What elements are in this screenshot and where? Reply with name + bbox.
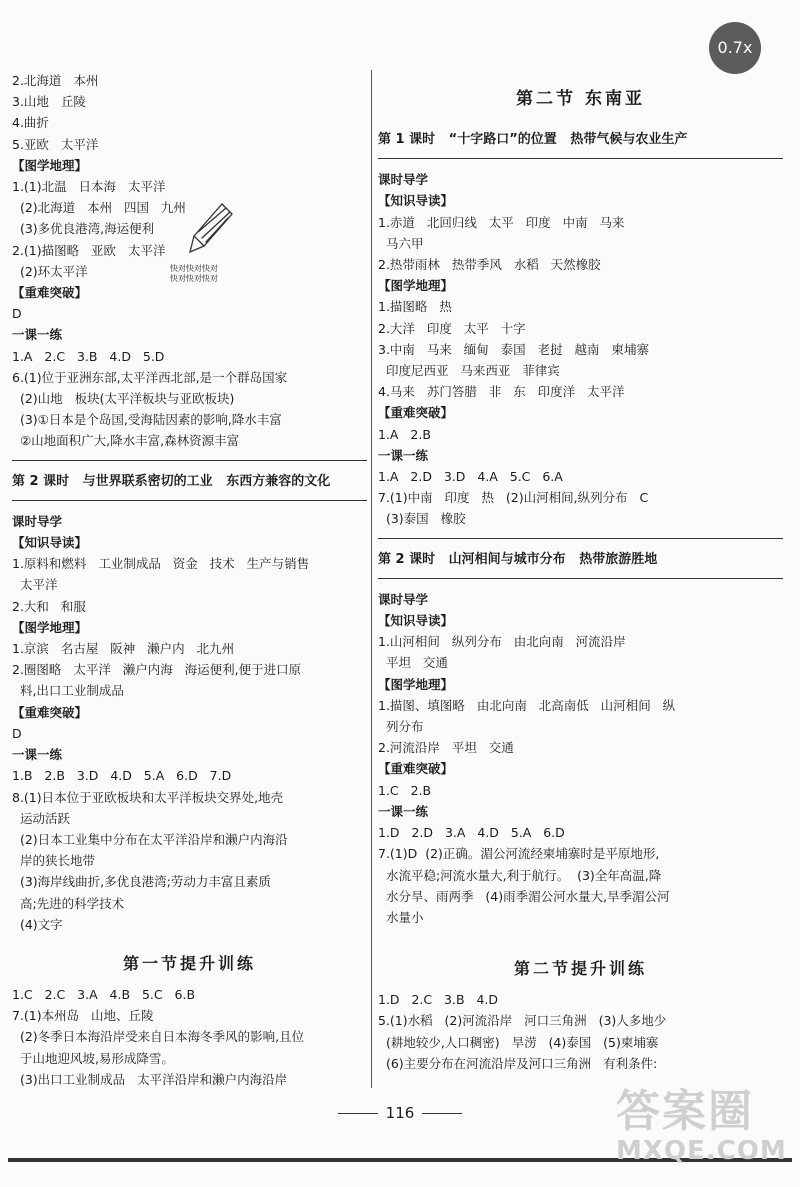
answer-line: (2)山地 板块(太平洋板块与亚欧板块) <box>12 391 235 407</box>
right-answers-section-training <box>378 989 783 1074</box>
answer-line: 1.C 2.B <box>378 782 432 798</box>
answer-line: 1.A 2.D 3.D 4.A 5.C 6.A <box>378 469 563 485</box>
right-answers-lesson2 <box>378 589 783 928</box>
answer-line: 2.(1)描图略 亚欧 太平洋 <box>12 242 166 258</box>
answer-line: (6)主要分布在河流沿岸及河口三角洲 有利条件: <box>378 1055 658 1071</box>
answer-line: 7.(1)本州岛 山地、丘陵 <box>12 1008 154 1024</box>
answer-line: 于山地迎风坡,易形成降雪。 <box>12 1050 174 1066</box>
answer-line: (2)日本工业集中分布在太平洋沿岸和濑户内海沿 <box>12 831 288 847</box>
divider <box>12 500 367 501</box>
left-section-title: 第一节提升训练 <box>122 953 256 973</box>
answer-line: 1.(1)北温 日本海 太平洋 <box>12 179 166 195</box>
answer-line: 印度尼西亚 马来西亚 菲律宾 <box>378 363 560 379</box>
answer-line: 【重难突破】 <box>378 405 454 421</box>
answer-line: 1.D 2.D 3.A 4.D 5.A 6.D <box>378 825 565 841</box>
answer-line: 【重难突破】 <box>12 704 88 720</box>
answer-line: 【重难突破】 <box>378 761 454 777</box>
answer-line: ②山地面积广大,降水丰富,森林资源丰富 <box>12 433 240 449</box>
answer-line: 水流平稳;河流水量大,利于航行。 (3)全年高温,降 <box>378 867 662 883</box>
right-section2-title: 第二节提升训练 <box>513 959 647 979</box>
answer-line: 1.山河相间 纵列分布 由北向南 河流沿岸 <box>378 634 626 650</box>
handwritten-note: 快对快对快对 快对快对快对 <box>170 264 218 283</box>
answer-line: 岸的狭长地带 <box>12 853 95 869</box>
answer-line: 5.(1)水稻 (2)河流沿岸 河口三角洲 (3)人多地少 <box>378 1013 667 1029</box>
answer-line: 一课一练 <box>12 327 63 343</box>
divider <box>12 460 367 461</box>
answer-line: 课时导学 <box>378 591 429 607</box>
answer-line: 2.大和 和服 <box>12 598 86 614</box>
answer-line: 5.亚欧 太平洋 <box>12 136 99 152</box>
right-answers-lesson1 <box>378 169 783 529</box>
answer-line: 2.北海道 本州 <box>12 73 99 88</box>
answer-line: 1.京滨 名古屋 阪神 濑户内 北九州 <box>12 641 235 657</box>
answer-line: 1.赤道 北回归线 太平 印度 中南 马来 <box>378 214 625 230</box>
answer-line: 6.(1)位于亚洲东部,太平洋西北部,是一个群岛国家 <box>12 369 288 385</box>
answer-line: 2.热带雨林 热带季风 水稻 天然橡胶 <box>378 257 601 273</box>
answer-line: 4.马来 苏门答腊 非 东 印度洋 太平洋 <box>378 384 625 400</box>
answer-line: D <box>12 306 22 322</box>
answer-line: 3.中南 马来 缅甸 泰国 老挝 越南 柬埔寨 <box>378 341 649 357</box>
answer-line: 4.曲折 <box>12 115 49 131</box>
answer-line: 2.河流沿岸 平坦 交通 <box>378 740 514 756</box>
answer-line: 一课一练 <box>378 447 429 463</box>
answer-line: 一课一练 <box>12 747 63 763</box>
column-divider <box>371 70 372 1088</box>
answer-line: 2.圈图略 太平洋 濑户内海 海运便利,便于进口原 <box>12 662 302 678</box>
left-answers-lesson1 <box>12 70 367 452</box>
answer-line: 水量小 <box>378 909 424 925</box>
answer-line: 运动活跃 <box>12 810 70 826</box>
answer-line: 【重难突破】 <box>12 285 88 301</box>
answer-line: 1.D 2.C 3.B 4.D <box>378 992 499 1008</box>
answer-line: 1.A 2.C 3.B 4.D 5.D <box>12 348 165 364</box>
answer-line: 1.原料和燃料 工业制成品 资金 技术 生产与销售 <box>12 556 310 572</box>
divider <box>378 538 783 539</box>
answer-line: 1.B 2.B 3.D 4.D 5.A 6.D 7.D <box>12 768 232 784</box>
answer-line: (耕地较少,人口稠密) 旱涝 (4)泰国 (5)柬埔寨 <box>378 1034 659 1050</box>
answer-line: 水分旱、雨两季 (4)雨季湄公河水量大,旱季湄公河 <box>378 888 670 904</box>
answer-line: 7.(1)D (2)正确。湄公河流经柬埔寨时是平原地形, <box>378 846 660 862</box>
playback-speed-badge[interactable]: 0.7x <box>709 22 761 74</box>
answer-line: (3)①日本是个岛国,受海陆因素的影响,降水丰富 <box>12 412 282 428</box>
answer-line: (2)环太平洋 <box>12 263 88 279</box>
answer-line: (2)冬季日本海沿岸受来自日本海冬季风的影响,且位 <box>12 1029 305 1045</box>
answer-line: 2.大洋 印度 太平 十字 <box>378 320 526 336</box>
right-column <box>378 70 783 1074</box>
answer-line: 料,出口工业制成品 <box>12 683 124 699</box>
answer-line: 一课一练 <box>378 803 429 819</box>
answer-line: 【图学地理】 <box>12 157 88 173</box>
answer-line: 太平洋 <box>12 577 58 593</box>
answer-line: 课时导学 <box>12 513 63 529</box>
answer-line: 1.描图、填图略 由北向南 北高南低 山河相间 纵 <box>378 697 676 713</box>
answer-line: 3.山地 丘陵 <box>12 94 86 110</box>
answer-line: (2)北海道 本州 四国 九州 <box>12 200 186 216</box>
answer-line: 课时导学 <box>378 172 429 188</box>
left-answers-section-training <box>12 984 367 1090</box>
answer-line: 【知识导读】 <box>378 193 454 209</box>
answer-line: (4)文字 <box>12 916 63 932</box>
divider <box>378 578 783 579</box>
right-lesson2-title: 第 2 课时 山河相间与城市分布 热带旅游胜地 <box>378 551 658 567</box>
answer-line: 【图学地理】 <box>378 676 454 692</box>
answer-line: 1.C 2.C 3.A 4.B 5.C 6.B <box>12 986 196 1002</box>
left-answers-lesson2 <box>12 511 367 935</box>
answer-line: 1.描图略 热 <box>378 299 452 315</box>
answer-line: (3)泰国 橡胶 <box>378 511 466 527</box>
divider <box>378 158 783 159</box>
answer-line: 马六甲 <box>378 235 424 251</box>
answer-line: 列分布 <box>378 719 424 735</box>
answer-line: (3)多优良港湾,海运便利 <box>12 221 155 237</box>
answer-line: 7.(1)中南 印度 热 (2)山河相间,纵列分布 C <box>378 490 649 506</box>
page-number: 116 <box>0 1104 800 1122</box>
answer-line: 平坦 交通 <box>378 655 448 671</box>
handwriting-scribble-icon <box>186 196 236 258</box>
answer-line: (3)出口工业制成品 太平洋沿岸和濑户内海沿岸 <box>12 1071 288 1087</box>
answer-line: D <box>12 725 22 741</box>
right-lesson1-title: 第 1 课时 “十字路口”的位置 热带气候与农业生产 <box>378 132 688 147</box>
answer-line: 【知识导读】 <box>12 535 88 551</box>
answer-line: 【知识导读】 <box>378 613 454 629</box>
watermark-logo: 答案圈 MXQE.COM <box>616 1086 787 1166</box>
answer-line: 【图学地理】 <box>12 619 88 635</box>
answer-line: 【图学地理】 <box>378 278 454 294</box>
left-lesson2-title: 第 2 课时 与世界联系密切的工业 东西方兼容的文化 <box>12 473 331 489</box>
answer-line: (3)海岸线曲折,多优良港湾;劳动力丰富且素质 <box>12 874 271 890</box>
right-section-title: 第二节 东南亚 <box>516 89 645 109</box>
answer-line: 8.(1)日本位于亚欧板块和太平洋板块交界处,地壳 <box>12 789 284 805</box>
answer-line: 1.A 2.B <box>378 426 431 442</box>
answer-line: 高;先进的科学技术 <box>12 895 125 911</box>
